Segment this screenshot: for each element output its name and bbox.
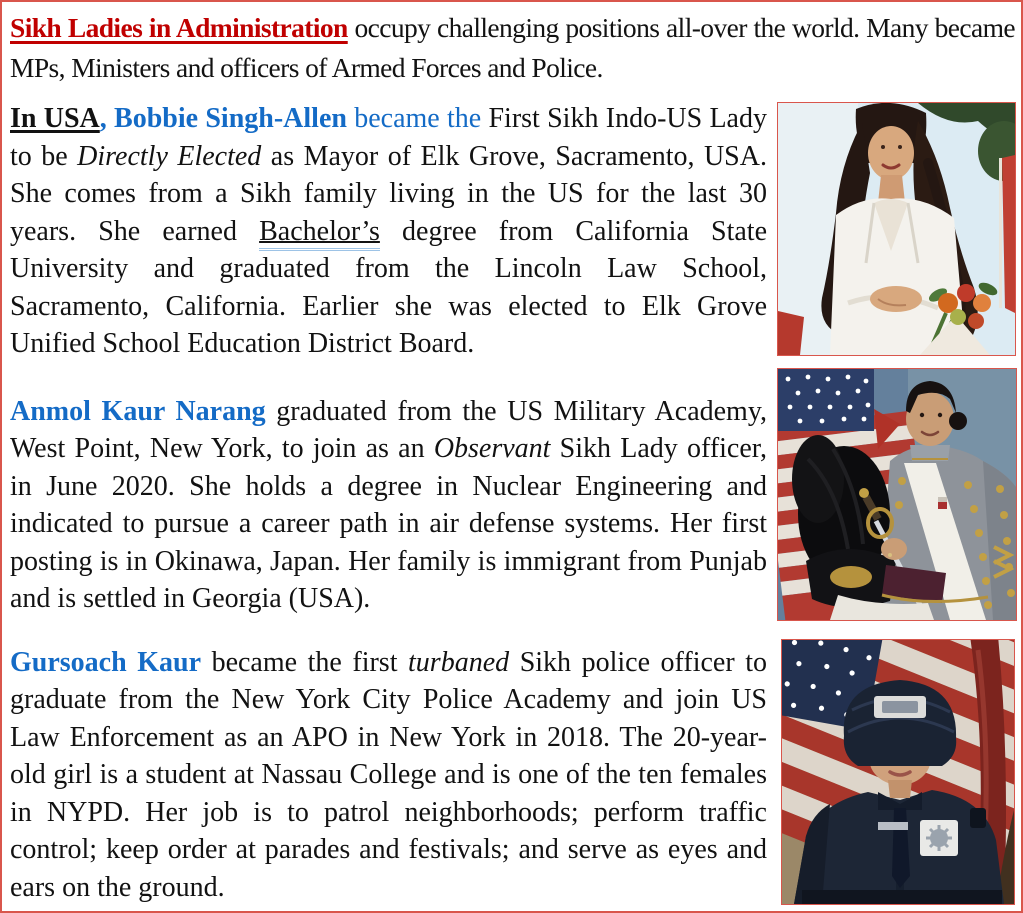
bobbie-portrait-illustration: [778, 103, 1015, 355]
body-text: as Mayor of Elk Grove, Sacramento, USA. She comes from a Sikh family living in the US for the last 30 years. She earned: [10, 140, 767, 247]
photo-column: [777, 100, 1023, 905]
paragraph-gursoach: [10, 644, 767, 907]
body-text: Sikh police officer to graduate from the New York City Police Academy and join US Law Enforcement as an APO in New York in 2018. The 20-year-old girl is a student at Nassau College and is one of the ten females in NYPD. Her job is to patrol neighborhoods; perform traffic control; keep order at parades and festivals; and serve as eyes and ears on the ground.: [10, 646, 767, 903]
in-usa-label: In USA: [10, 103, 100, 134]
gursoach-portrait-illustration: [782, 640, 1014, 904]
paragraph-anmol: [10, 393, 767, 618]
body-text: graduated from the US Military Academy, West Point, New York, to join as an: [10, 395, 768, 464]
body-text: Sikh Lady officer, in June 2020. She holds a degree in Nuclear Engineering and indicated to pursue a career path in air defense systems. Her first posting is in Okinawa, Japan. Her family is immigrant from Punjab and is settled in Georgia (USA).: [10, 433, 767, 614]
intro-paragraph: [10, 8, 1015, 88]
anmol-portrait-illustration: [778, 369, 1016, 620]
photo-anmol-kaur-narang: [777, 368, 1017, 621]
paragraph-bobbie: [10, 100, 767, 363]
person-name-bobbie: , Bobbie Singh-Allen: [99, 103, 347, 134]
became-the-text: became the: [346, 103, 489, 134]
intro-text: occupy challenging positions all-over the world. Many became MPs, Ministers and officers of Armed Forces and Police.: [10, 12, 1015, 83]
turbaned-italic: turbaned: [408, 646, 510, 678]
content-area: [6, 100, 1017, 906]
directly-elected-italic: Directly Elected: [77, 140, 262, 172]
photo-gursoach-kaur: [781, 639, 1015, 905]
observant-italic: Observant: [433, 433, 551, 464]
text-column: [10, 100, 767, 906]
bachelors-underlined: Bachelor’s: [259, 216, 380, 251]
person-name-gursoach: Gursoach Kaur: [10, 646, 202, 678]
photo-bobbie-singh-allen: [777, 102, 1016, 356]
intro-heading: Sikh Ladies in Administration: [10, 12, 348, 43]
body-text: degree from California State University and graduated from the Lincoln Law School, Sacramento, California. Earlier she was elected to Elk Grove Unified School Education District Board.: [10, 215, 767, 359]
body-text: First Sikh Indo-US Lady to be: [10, 103, 767, 172]
person-name-anmol: Anmol Kaur Narang: [10, 395, 266, 427]
body-text: became the first: [201, 646, 409, 678]
